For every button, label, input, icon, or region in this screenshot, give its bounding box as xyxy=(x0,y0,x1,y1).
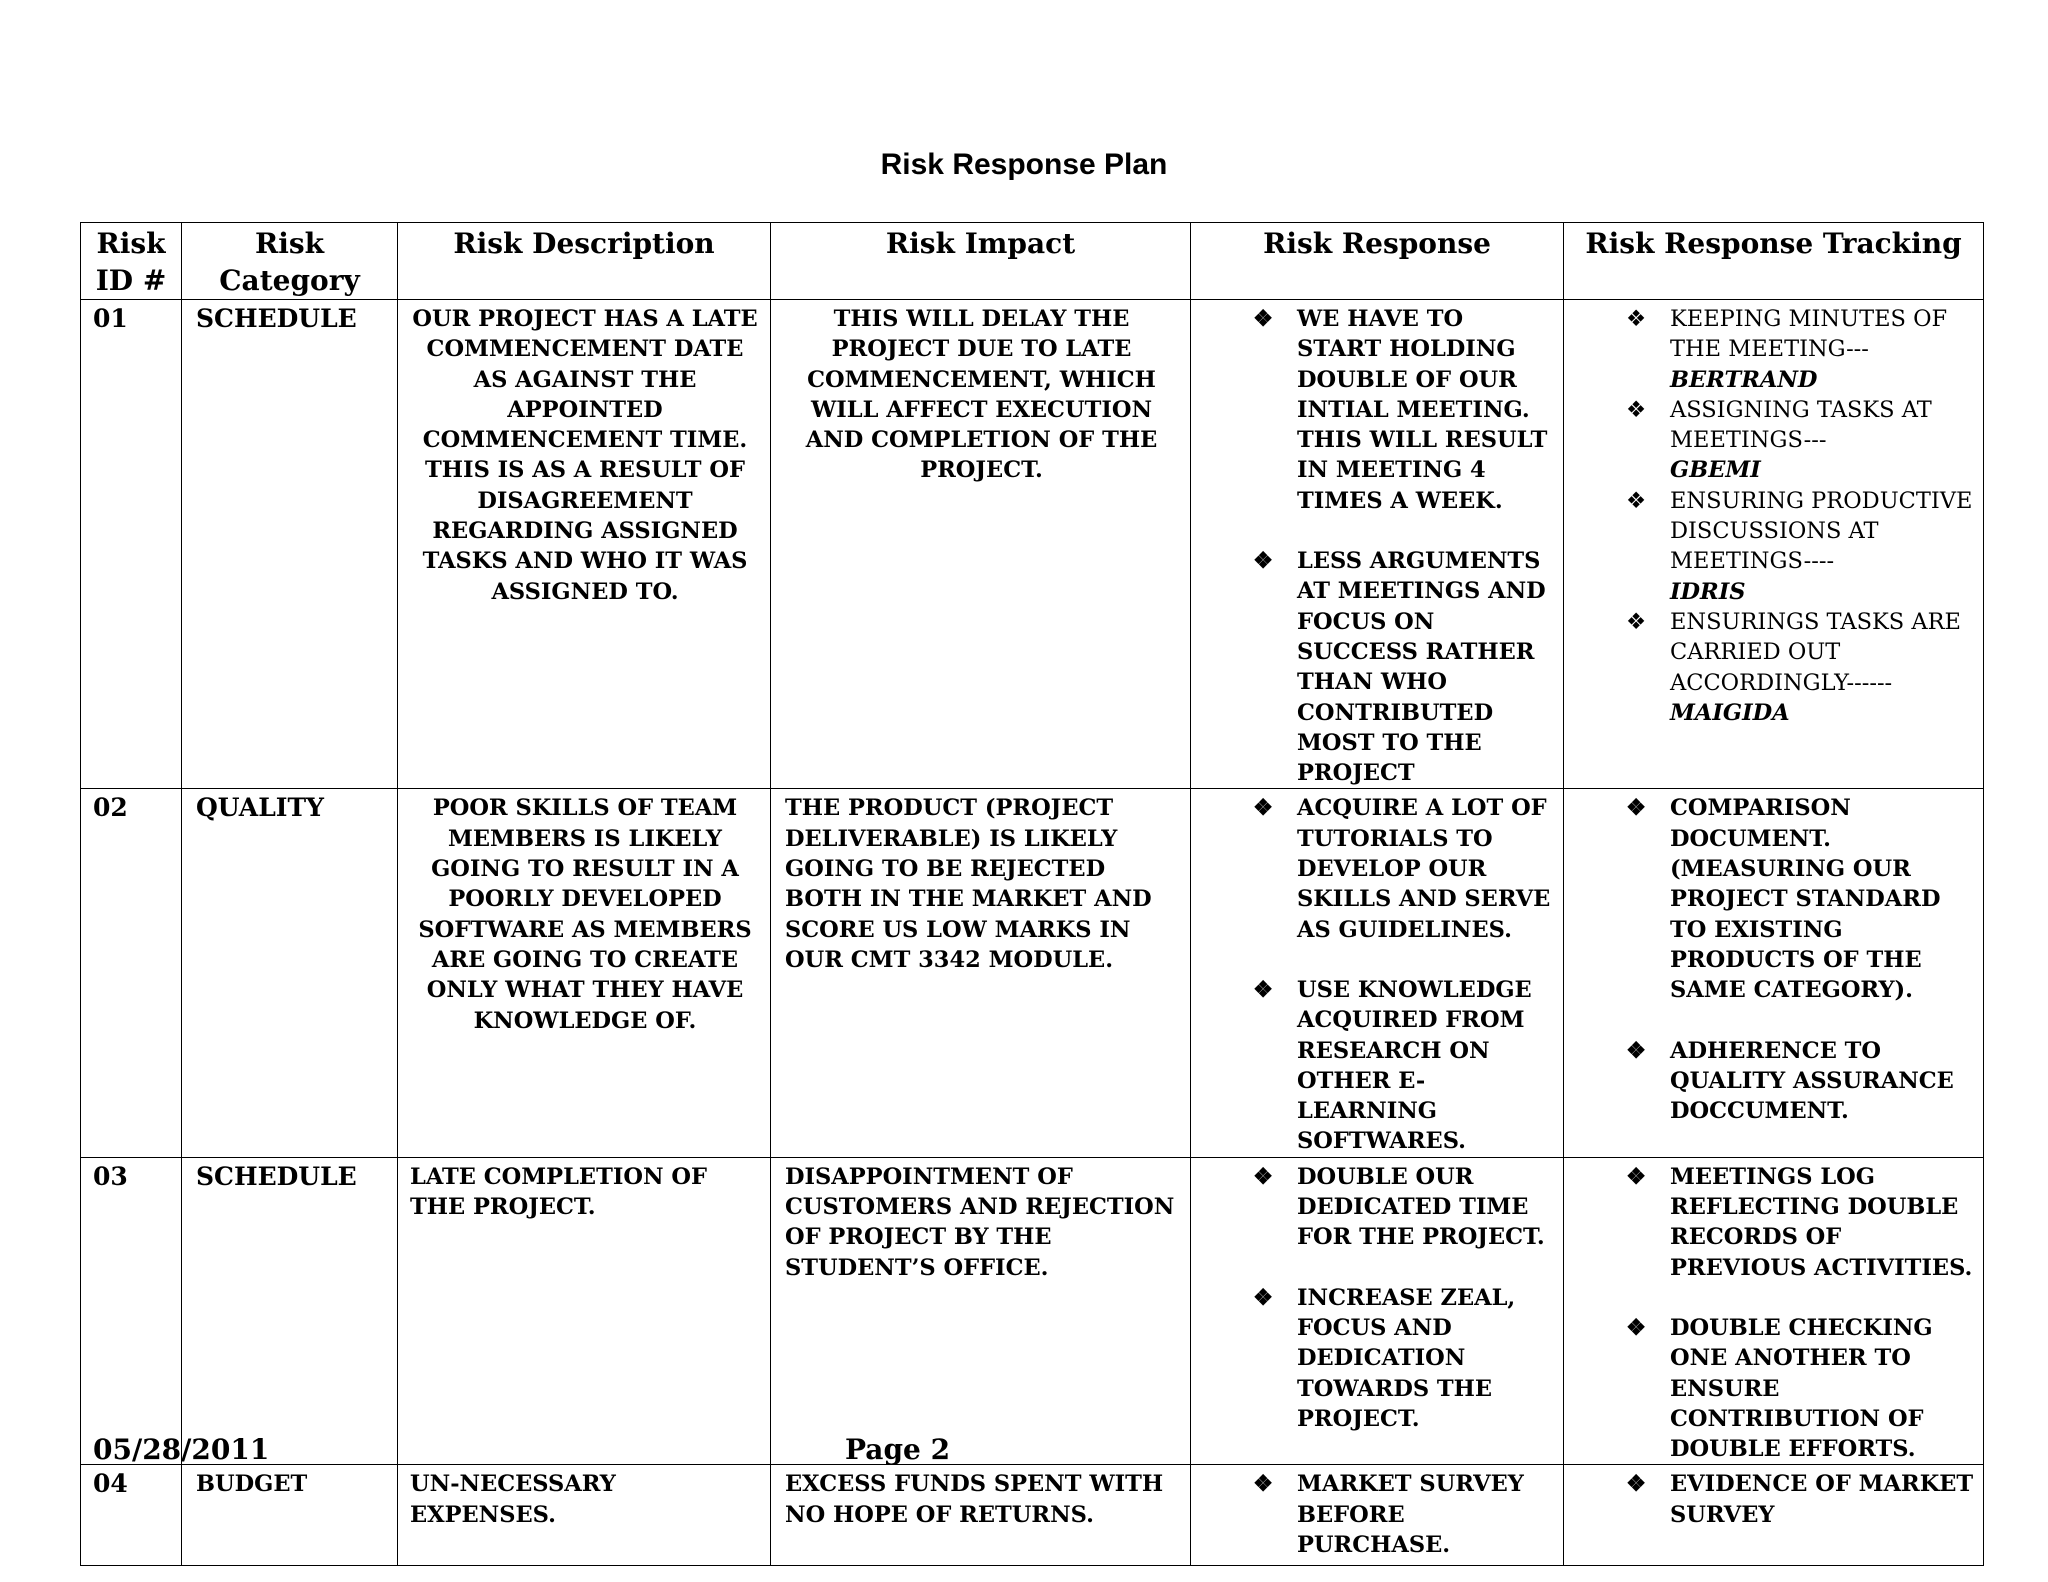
risk-impact: EXCESS FUNDS SPENT WITH NO HOPE OF RETURNS. xyxy=(771,1465,1191,1566)
footer-page-number: Page 2 xyxy=(845,1433,951,1466)
diamond-bullet-icon: ❖ xyxy=(1626,306,1647,332)
diamond-bullet-icon: ❖ xyxy=(1626,795,1647,822)
header-risk-impact: Risk Impact xyxy=(771,223,1191,300)
list-item: ❖ KEEPING MINUTES OF THE MEETING--- BERTRAND xyxy=(1564,304,1975,395)
list-item: ❖ INCREASE ZEAL, FOCUS AND DEDICATION TOWARDS THE PROJECT. xyxy=(1253,1284,1516,1432)
header-risk-id: Risk ID # xyxy=(81,223,182,300)
list-item: ❖ DOUBLE OUR DEDICATED TIME FOR THE PROJECT. xyxy=(1253,1163,1545,1251)
diamond-bullet-icon: ❖ xyxy=(1253,1163,1274,1190)
diamond-bullet-icon: ❖ xyxy=(1626,1471,1647,1498)
risk-category: SCHEDULE xyxy=(182,300,398,789)
risk-impact: DISAPPOINTMENT OF CUSTOMERS AND REJECTION OF PROJECT BY THE STUDENT’S OFFICE. xyxy=(771,1157,1191,1465)
table-row xyxy=(81,789,1984,1157)
risk-response xyxy=(1191,1157,1564,1465)
list-item: ❖ WE HAVE TO START HOLDING DOUBLE OF OUR INTIAL MEETING. THIS WILL RESULT IN MEETING 4 TIMES A WEEK. xyxy=(1253,306,1548,514)
risk-id: 04 xyxy=(81,1465,182,1566)
owner-name: MAIGIDA xyxy=(1670,699,1790,726)
risk-description: LATE COMPLETION OF THE PROJECT. xyxy=(398,1157,771,1465)
risk-category: BUDGET xyxy=(182,1465,398,1566)
list-item: ❖ ADHERENCE TO QUALITY ASSURANCE DOCCUMENT. xyxy=(1626,1037,1954,1125)
list-item: ❖ MEETINGS LOG REFLECTING DOUBLE RECORDS OF PREVIOUS ACTIVITIES. xyxy=(1626,1163,1973,1281)
table-header-row xyxy=(81,223,1984,300)
risk-impact: THIS WILL DELAY THE PROJECT DUE TO LATE COMMENCEMENT, WHICH WILL AFFECT EXECUTION AND COMPLETION OF THE PROJECT. xyxy=(771,300,1191,789)
list-item: ❖ ENSURING PRODUCTIVE DISCUSSIONS AT MEETINGS---- IDRIS xyxy=(1564,486,1975,607)
risk-response-table xyxy=(80,222,1984,1566)
owner-name: BERTRAND xyxy=(1670,366,1818,393)
document-title: Risk Response Plan xyxy=(880,148,1168,181)
risk-id: 03 xyxy=(81,1157,182,1465)
diamond-bullet-icon: ❖ xyxy=(1253,1471,1274,1498)
diamond-bullet-icon: ❖ xyxy=(1626,608,1647,635)
header-risk-response: Risk Response xyxy=(1191,223,1564,300)
list-item: ❖ EVIDENCE OF MARKET SURVEY xyxy=(1626,1471,1974,1528)
table-row xyxy=(81,300,1984,789)
table-row xyxy=(81,1157,1984,1465)
list-item: ❖ COMPARISON DOCUMENT. (MEASURING OUR PROJECT STANDARD TO EXISTING PRODUCTS OF THE SAME CATEGORY). xyxy=(1626,795,1941,1004)
risk-description: POOR SKILLS OF TEAM MEMBERS IS LIKELY GOING TO RESULT IN A POORLY DEVELOPED SOFTWARE AS MEMBERS ARE GOING TO CREATE ONLY WHAT THEY HAVE KNOWLEDGE OF. xyxy=(398,789,771,1157)
diamond-bullet-icon: ❖ xyxy=(1253,1284,1274,1311)
list-item: ❖ MARKET SURVEY BEFORE PURCHASE. xyxy=(1253,1471,1524,1558)
list-item: ❖ ENSURINGS TASKS ARE CARRIED OUT ACCORDINGLY------ MAIGIDA xyxy=(1564,607,1975,728)
list-item: ❖ DOUBLE CHECKING ONE ANOTHER TO ENSURE CONTRIBUTION OF DOUBLE EFFORTS. xyxy=(1626,1314,1933,1463)
diamond-bullet-icon: ❖ xyxy=(1626,396,1647,423)
risk-response-tracking xyxy=(1564,789,1984,1157)
risk-response-tracking xyxy=(1564,1465,1984,1566)
footer-date: 05/28/2011 xyxy=(93,1433,270,1466)
risk-id: 01 xyxy=(81,300,182,789)
risk-category: QUALITY xyxy=(182,789,398,1157)
diamond-bullet-icon: ❖ xyxy=(1626,1037,1647,1064)
list-item: ❖ ACQUIRE A LOT OF TUTORIALS TO DEVELOP OUR SKILLS AND SERVE AS GUIDELINES. xyxy=(1253,795,1551,943)
table-row xyxy=(81,1465,1984,1566)
list-item: ❖ LESS ARGUMENTS AT MEETINGS AND FOCUS ON SUCCESS RATHER THAN WHO CONTRIBUTED MOST TO THE PROJECT xyxy=(1253,548,1546,787)
owner-name: IDRIS xyxy=(1670,578,1746,605)
risk-response xyxy=(1191,1465,1564,1566)
list-item: ❖ USE KNOWLEDGE ACQUIRED FROM RESEARCH ON OTHER E-LEARNING SOFTWARES. xyxy=(1253,976,1532,1155)
diamond-bullet-icon: ❖ xyxy=(1626,487,1647,514)
header-risk-description: Risk Description xyxy=(398,223,771,300)
risk-response-tracking xyxy=(1564,1157,1984,1465)
risk-id: 02 xyxy=(81,789,182,1157)
risk-description: UN-NECESSARY EXPENSES. xyxy=(398,1465,771,1566)
diamond-bullet-icon: ❖ xyxy=(1626,1314,1647,1341)
owner-name: GBEMI xyxy=(1670,457,1761,484)
header-risk-response-tracking: Risk Response Tracking xyxy=(1564,223,1984,300)
diamond-bullet-icon: ❖ xyxy=(1626,1163,1647,1190)
risk-response xyxy=(1191,300,1564,789)
diamond-bullet-icon: ❖ xyxy=(1253,976,1274,1003)
risk-description: OUR PROJECT HAS A LATE COMMENCEMENT DATE AS AGAINST THE APPOINTED COMMENCEMENT TIME. THIS IS AS A RESULT OF DISAGREEMENT REGARDING ASSIGNED TASKS AND WHO IT WAS ASSIGNED TO. xyxy=(398,300,771,789)
header-risk-category: Risk Category xyxy=(182,223,398,300)
risk-impact: THE PRODUCT (PROJECT DELIVERABLE) IS LIKELY GOING TO BE REJECTED BOTH IN THE MARKET AND SCORE US LOW MARKS IN OUR CMT 3342 MODULE. xyxy=(771,789,1191,1157)
list-item: ❖ ASSIGNING TASKS AT MEETINGS--- GBEMI xyxy=(1564,395,1975,486)
diamond-bullet-icon: ❖ xyxy=(1253,795,1274,822)
diamond-bullet-icon: ❖ xyxy=(1253,548,1274,575)
diamond-bullet-icon: ❖ xyxy=(1253,306,1274,332)
risk-response xyxy=(1191,789,1564,1157)
risk-response-tracking xyxy=(1564,300,1984,789)
risk-category: SCHEDULE xyxy=(182,1157,398,1465)
